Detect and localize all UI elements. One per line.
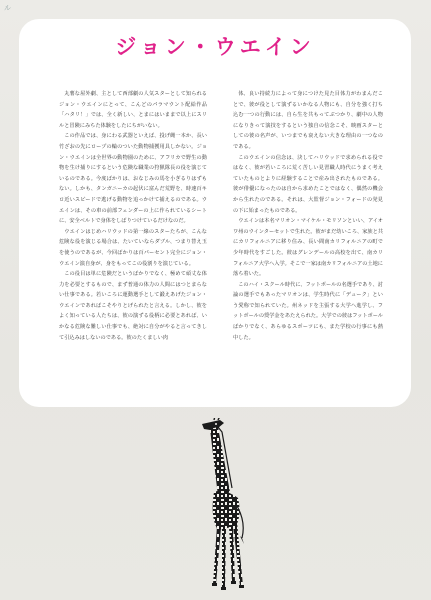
paragraph: 体、良い持続力によって身につけた見た目体力がわまんだことで、彼が役として演ずるいかなる人物にも、自分を強く打ち込む一つの行動には、自ら生を共もってぶつかり、劇中の人物になりきって演技をするという独自の信念こそ、映画スターとしての彼の名声が、いつまでも衰えない大きな理由の一つなのである。 bbox=[233, 91, 383, 150]
paragraph: この役目は単に危険だというばかりでなく、極めて頑丈な体力を必要とするもので、まず普通の体力の人間にはつとまらない仕事である。若いころに運動選手として鍛えあげたジョン・ウエインであればこそやりとげられたと言える。しかし、彼をよく知っている人たちは、彼の演ずる役柄に必要とあれば、いかなる危険な難しい仕事でも、絶対に自分がやると言ってきして引込みはしないのである。彼のたくましい肉 bbox=[59, 271, 207, 341]
corner-mark: ル bbox=[4, 4, 11, 12]
page-title: ジョン・ウエイン bbox=[115, 35, 315, 59]
paragraph: ウエインはじめハリウッドの第一線のスターたちが、こんな危険な役を演じる場合は、たいていならダブル、つまり替え玉を使うのであるが、今回ばかりは百パーセント完全にジョン・ウエイン演自身が、身をもってこの役割りを演じている。 bbox=[59, 228, 207, 267]
paragraph: 丸薯な屋外劇、主として西部劇の人気スターとして知られるジョン・ウエインにとって、こんどのパラマウント配給作品「ハタリ！」では、全く新しい、とまにはいままで以上にスリルと冒険にみちた体験をしたにちがいない。 bbox=[59, 91, 207, 129]
paragraph: このウエインの信念は、決してハリウッドで求められる役ではなく、彼が若いころに荒く苦しい見習職人時代にうまく考えていたものとよりに経験することで産み出されたものである。彼が俳優になったのは自から求めたことではなく、偶然の機会から生れたのである。それは、大監督ジョン・フォードの発見の下に始まったものである。 bbox=[233, 154, 383, 214]
paragraph: この作品では、身にわる武器といえば、投げ縄一本か、長い竹ざおの先にロープの輪のついた動物捕獲用具しかない。ジョン・ウエインは全世界の動物園のために、アフリカで野生の動物を生け捕りにするという危険な職業の狩猟隊長の役を演じているのである。今度ばかりは、おなじみの馬を小ぎるりはずもない。しかも、タンガニーカの起伏に富んだ荒野を、時速百キロ近いスピードで逃げる動物を追っかけて捕えるのである。ウエインは、その車の前部フェンダーの上に作られているシートに、安全ベルトで身体をしばりつけているだけなのだ。 bbox=[59, 133, 207, 225]
left-text-column bbox=[59, 89, 207, 343]
paragraph: ウエインは本名マリオン・マイケル・モリソンといい、アイオワ州のウインターセットで生れた。彼がまだ幼いころ、家族と共にカリフォルニアに移り住み、長い間南カリフォルニアの町で少年時代をすごした。彼はグレンデールの高校を出て、南カリフォルニア大学へ入学。そこで一家は南カリフォルニアの土地に落ち着いた。 bbox=[233, 218, 383, 278]
text-panel bbox=[19, 19, 411, 407]
right-text-column bbox=[233, 89, 383, 343]
paragraph: このハイ・スクール時代に、フットボールの名選手であり、討論の選手でもあったマリオンは、学生時代に「デューク」という愛称で知られていた。州ネッドを主張する大学へ進学し、フットボールの奨学金をあたえられた。大学での彼はフットボールばかりでなく、あらゆるスポーツにも、また学校の行事にも熱中した。 bbox=[233, 281, 383, 341]
giraffe-illustration bbox=[180, 418, 260, 596]
